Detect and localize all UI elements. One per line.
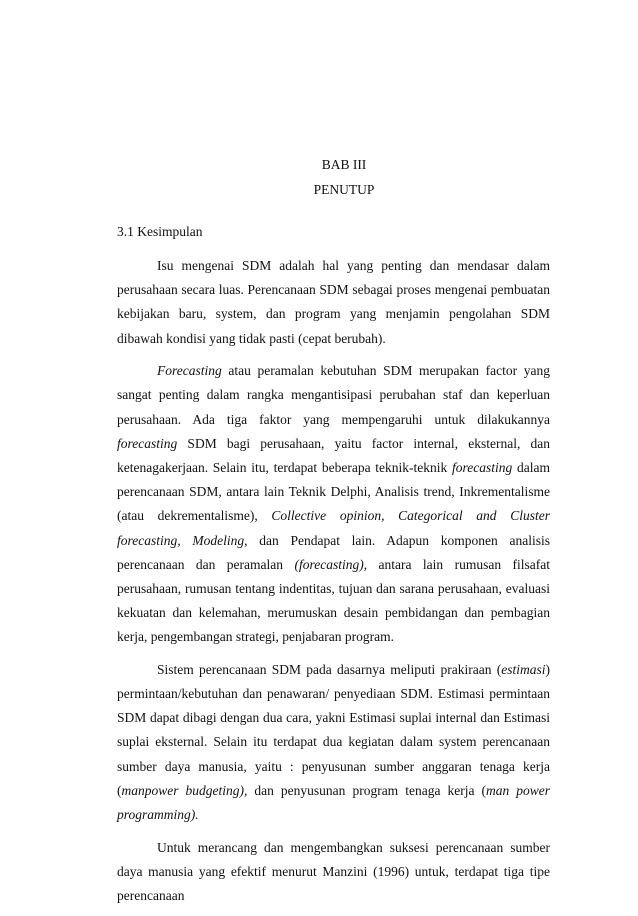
text-run: dalam perencanaan SDM, antara lain Teknik Delphi, Analisis trend, Inkrementalisme (atau dekrementalisme), <box>117 459 550 524</box>
italic-text-run: manpower budgeting), <box>121 782 248 798</box>
italic-text-run: forecasting <box>117 435 178 451</box>
italic-text-run: estimasi <box>501 661 546 677</box>
italic-text-run: Collective opinion, Categorical and Cluster forecasting, Modeling <box>117 508 550 548</box>
text-run: ) permintaan/kebutuhan dan penawaran/ penyediaan SDM. Estimasi permintaan SDM dapat dibagi dengan dua cara, yakni Estimasi suplai internal dan Estimasi suplai eksternal. Selain itu terdapat dua kegiatan dalam system perencanaan sumber daya manusia, yaitu : penyusunan sumber anggaran tenaga kerja ( <box>117 661 550 798</box>
document-body <box>117 254 550 916</box>
italic-text-run: (forecasting), <box>294 556 368 572</box>
italic-text-run: forecasting <box>452 459 513 475</box>
text-run: Untuk merancang dan mengembangkan suksesi perencanaan sumber daya manusia yang efektif menurut Manzini (1996) untuk, terdapat tiga tipe perencanaan <box>117 839 550 903</box>
text-run: Sistem perencanaan SDM pada dasarnya meliputi prakiraan ( <box>157 661 502 677</box>
italic-text-run: man power programming). <box>117 782 550 823</box>
text-run: dan penyusunan program tenaga kerja ( <box>247 782 486 798</box>
text-run: Isu mengenai SDM adalah hal yang penting dan mendasar dalam perusahaan secara luas. Perencanaan SDM sebagai proses mengenai pembuatan kebijakan baru, system, dan program yang menjamin pengolahan SDM dibawah kondisi yang tidak pasti (cepat berubah). <box>117 258 550 346</box>
paragraph-3 <box>117 658 550 827</box>
text-run: SDM bagi perusahaan, yaitu factor internal, eksternal, dan ketenagakerjaan. Selain itu, terdapat beberapa teknik-teknik <box>117 435 550 475</box>
italic-text-run: Forecasting <box>157 363 222 379</box>
paragraph-4 <box>117 836 550 909</box>
paragraph-1 <box>117 254 550 351</box>
chapter-title: PENUTUP <box>313 182 375 197</box>
paragraph-2 <box>117 359 550 649</box>
text-run: antara lain rumusan filsafat perusahaan, rumusan tentang indentitas, tujuan dan sarana perusahaan, evaluasi kekuatan dan kelemahan, merumuskan desain pembidangan dan pembagian kerja, pengembangan strategi, penjabaran program. <box>117 556 550 645</box>
chapter-number: BAB III <box>321 157 367 172</box>
text-run: , dan Pendapat lain. Adapun komponen analisis perencanaan dan peramalan <box>117 532 551 572</box>
section-heading: 3.1 Kesimpulan <box>117 224 203 239</box>
text-run: atau peramalan kebutuhan SDM merupakan factor yang sangat penting dalam rangka mengantisipasi perubahan staf dan keperluan perusahaan. Ada tiga faktor yang mempengaruhi untuk dilakukannya <box>117 363 550 427</box>
